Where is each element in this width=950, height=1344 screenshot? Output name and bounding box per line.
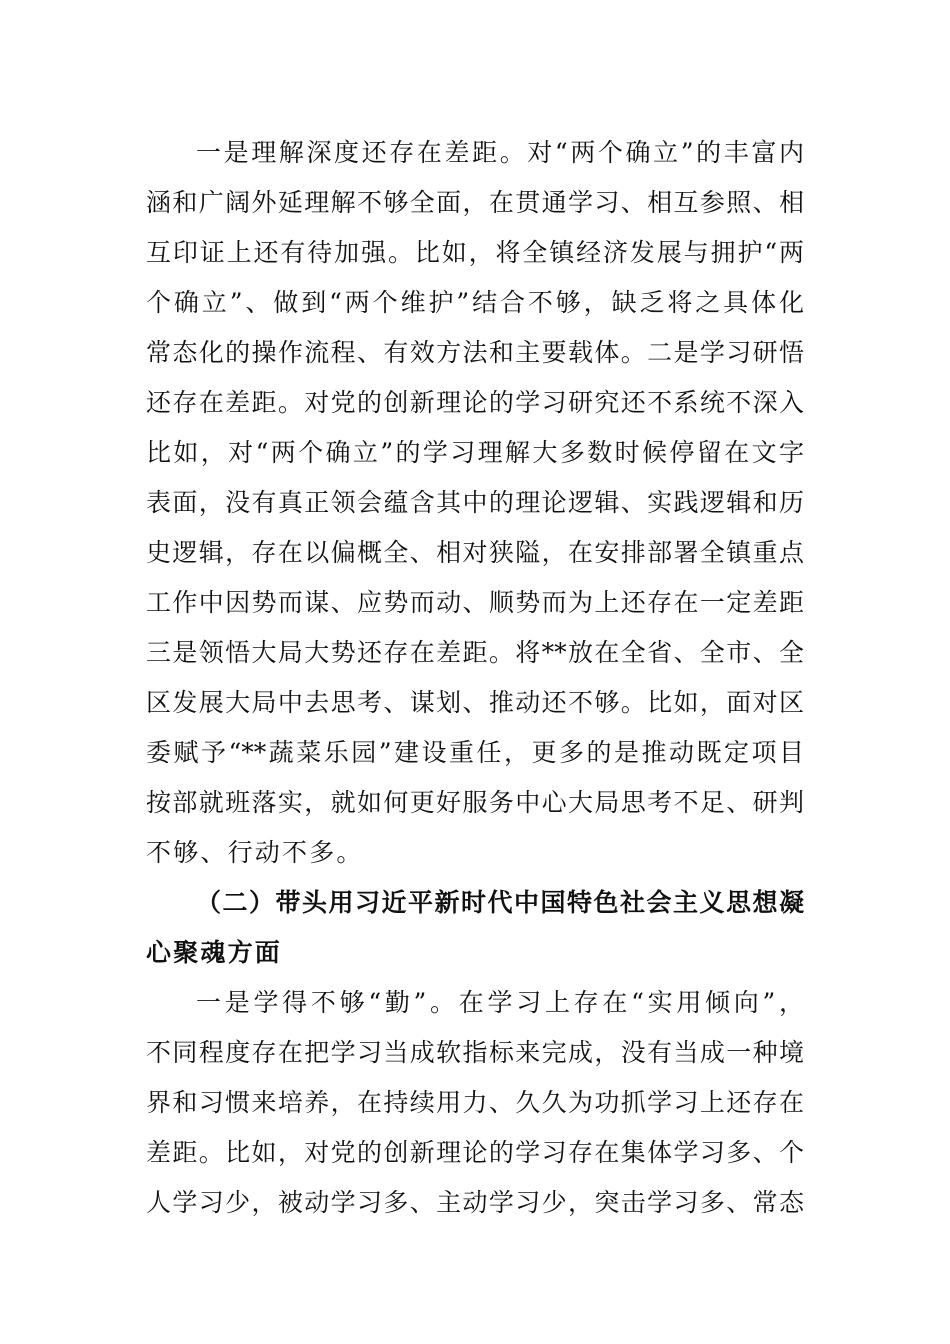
paragraph-line: 还存在差距。对党的创新理论的学习研究还不系统不深入: [146, 388, 804, 417]
paragraph-line: 不够、行动不多。: [146, 838, 364, 867]
paragraph-line: 界和习惯来培养，在持续用力、久久为功抓学习上还存在: [146, 1088, 804, 1117]
paragraph-line: 差距。比如，对党的创新理论的学习存在集体学习多、个: [146, 1138, 804, 1167]
section-heading-line: （二）带头用习近平新时代中国特色社会主义思想凝: [196, 888, 804, 917]
paragraph-line: 个确立”、做到“两个维护”结合不够，缺乏将之具体化: [146, 288, 804, 317]
paragraph-line: 三是领悟大局大势还存在差距。将**放在全省、全市、全: [146, 638, 804, 667]
paragraph-line: 一是学得不够“勤”。在学习上存在“实用倾向”，: [196, 988, 804, 1017]
paragraph-line: 工作中因势而谋、应势而动、顺势而为上还存在一定差距: [146, 588, 804, 617]
paragraph-line: 按部就班落实，就如何更好服务中心大局思考不足、研判: [146, 788, 804, 817]
paragraph-line: 互印证上还有待加强。比如，将全镇经济发展与拥护“两: [146, 238, 804, 267]
paragraph-line: 史逻辑，存在以偏概全、相对狭隘，在安排部署全镇重点: [146, 538, 804, 567]
paragraph-line: 人学习少，被动学习多、主动学习少，突击学习多、常态: [146, 1188, 804, 1217]
paragraph-line: 不同程度存在把学习当成软指标来完成，没有当成一种境: [146, 1038, 804, 1067]
paragraph-line: 区发展大局中去思考、谋划、推动还不够。比如，面对区: [146, 688, 804, 717]
paragraph-line: 委赋予“**蔬菜乐园”建设重任，更多的是推动既定项目: [146, 738, 804, 767]
paragraph-line: 表面，没有真正领会蕴含其中的理论逻辑、实践逻辑和历: [146, 488, 804, 517]
paragraph-line: 常态化的操作流程、有效方法和主要载体。二是学习研悟: [146, 338, 804, 367]
section-heading-line: 心聚魂方面: [146, 938, 283, 967]
paragraph-line: 一是理解深度还存在差距。对“两个确立”的丰富内: [196, 138, 804, 167]
paragraph-line: 涵和广阔外延理解不够全面，在贯通学习、相互参照、相: [146, 188, 804, 217]
paragraph-line: 比如，对“两个确立”的学习理解大多数时候停留在文字: [146, 438, 804, 467]
